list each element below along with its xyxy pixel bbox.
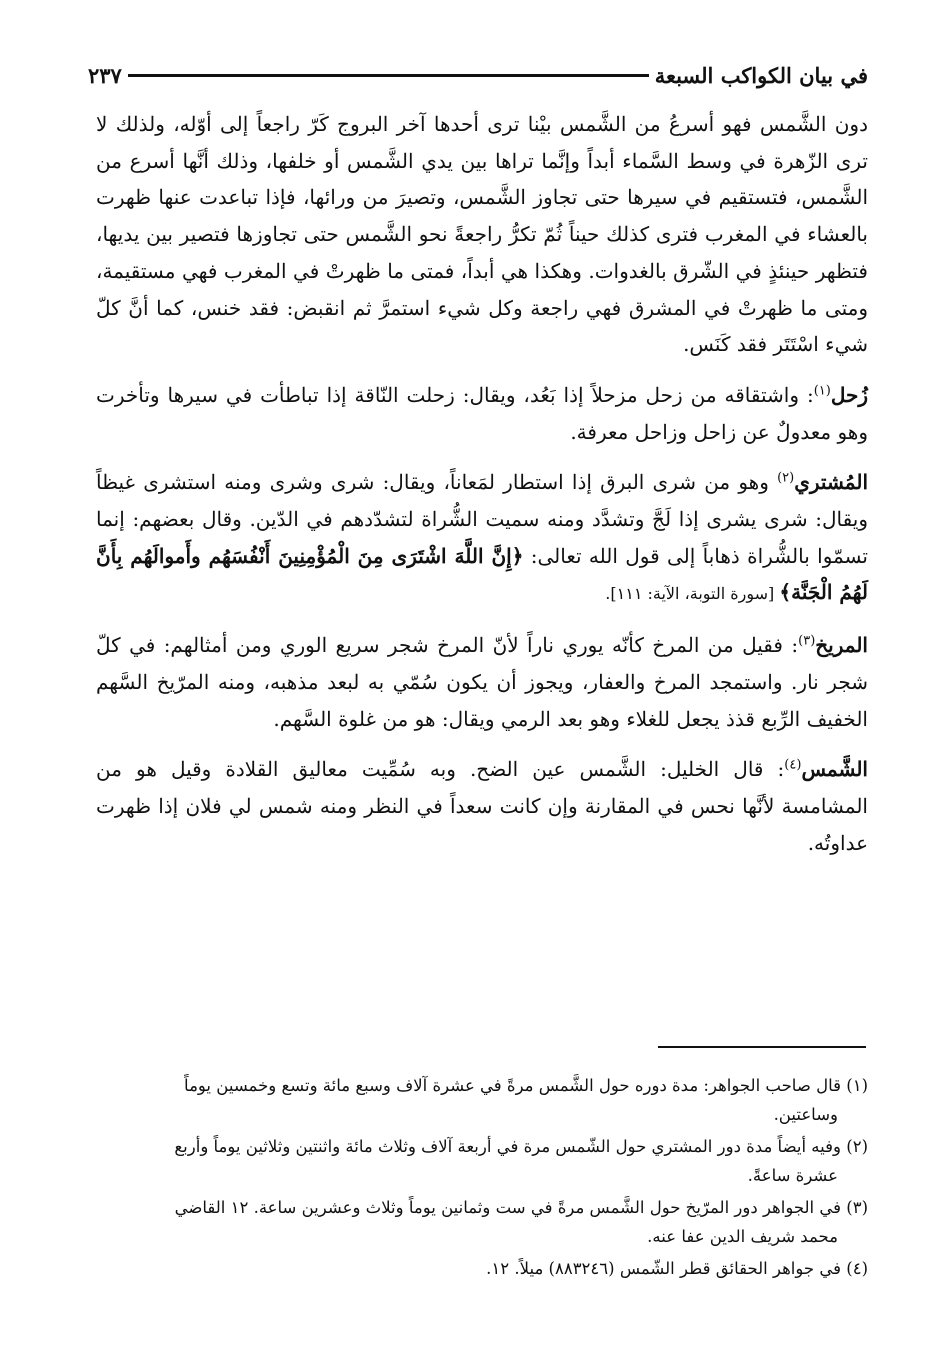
footnote-item — [96, 1194, 868, 1251]
footnote-item — [96, 1255, 868, 1284]
running-header — [88, 58, 868, 92]
footnote-item — [96, 1133, 868, 1190]
entry-term: زُحل — [830, 382, 868, 407]
footnote-number: (٤) — [846, 1259, 868, 1278]
main-text — [96, 106, 868, 875]
footnote-ref: (٤) — [784, 757, 802, 773]
entry-term: المُشتري — [794, 470, 868, 495]
footnote-ref: (٢) — [777, 470, 795, 486]
footnote-text: في الجواهر دور المرّيخ حول الشَّمس مرةً في ست وثمانين يوماً وثلاث وعشرين ساعة. ١٢ القاضي — [174, 1198, 841, 1217]
footnote-separator — [658, 1046, 866, 1048]
footnote-number: (٣) — [846, 1198, 868, 1217]
quran-source: [سورة التوبة، الآية: ١١١]. — [605, 584, 780, 604]
page-number: ٢٣٧ — [88, 62, 122, 88]
header-title: في بيان الكواكب السبعة — [654, 62, 868, 88]
footnote-continuation: محمد شريف الدين عفا عنه. — [647, 1226, 838, 1246]
paragraph-jupiter — [96, 464, 868, 613]
footnotes — [96, 1072, 868, 1288]
paragraph-text: دون الشَّمس فهو أسرعُ من الشَّمس بيْنا ترى أحدها آخر البروج كَرّ راجعاً إلى أوّله، ولذلك لا ترى الزّهرة في وسط السَّماء أبداً وإنَّما تراها بين يدي الشَّمس أو خلفها، وذلك أنَّها أسرع من الشَّمس، فتستقيم في سيرها حتى تجاوز الشَّمس، وتصيرَ من ورائها، فإذا تباعدت عنها ظهرت بالعشاء في المغرب فترى كذلك حيناً ثُمّ تكرُّ راجعةً نحو الشَّمس حتى تجاوزها فتصير بين يديها، فتظهر حينئذٍ في الشّرق بالغدوات. وهكذا هي أبداً، فمتى ما ظهرتْ في المغرب فهي مستقيمة، ومتى ما ظهرتْ في المشرق فهي راجعة وكل شيء استمرَّ ثم انقبض: فقد خنس، كما أنَّ كلّ شيء اسْتَتَر فقد كَنَس. — [96, 112, 868, 357]
paragraph-sun — [96, 751, 868, 861]
footnote-number: (١) — [846, 1076, 868, 1095]
footnote-continuation: وساعتين. — [773, 1104, 838, 1124]
footnote-continuation: عشرة ساعةً. — [747, 1165, 838, 1185]
header-rule — [128, 74, 649, 77]
entry-term: المريخ — [815, 633, 868, 658]
paragraph-text: وهو من شرى البرق إذا استطار لمَعاناً، ويقال: شرى وشرى ومنه استشرى غيظاً ويقال: شرى يشرى إذا لَجَّ وتشدَّد ومنه سميت الشُّراة لتشدّدهم في الدّين. وقال بعضهم: إنما تسمّوا بالشُّراة ذهاباً إلى قول الله تعالى: — [96, 470, 868, 568]
paragraph-intro — [96, 106, 868, 363]
paragraph-text: : واشتقاقه من زحل مزحلاً إذا بَعُد، ويقال: زحلت النّاقة إذا تباطأت في سيرها وتأخرت وهو معدولٌ عن زاحل وزاحل معرفة. — [96, 382, 868, 444]
paragraph-saturn — [96, 377, 868, 450]
quran-quote: ﴿إِنَّ اللَّهَ اشْتَرَى مِنَ الْمُؤْمِنِينَ أَنْفُسَهُم وأَموالَهُم بِأَنَّ لَهُمُ الْجَنَّة﴾ — [96, 543, 868, 605]
paragraph-mars — [96, 627, 868, 737]
paragraph-text: : قال الخليل: الشَّمس عين الضح. وبه سُمِّيت معاليق القلادة وقيل هو من المشامسة لأنَّها نحس في المقارنة وإن كانت سعداً في النظر ومنه شمس لي فلان إذا ظهرت عداوتُه. — [96, 757, 868, 855]
entry-term: الشَّمس — [801, 757, 868, 782]
footnote-ref: (١) — [813, 383, 831, 399]
footnote-text: وفيه أيضاً مدة دور المشتري حول الشّمس مرة في أربعة آلاف وثلاث مائة واثنتين وثلاثين يوماً وأربع — [174, 1137, 841, 1156]
footnote-ref: (٣) — [798, 633, 816, 649]
footnote-text: قال صاحب الجواهر: مدة دوره حول الشَّمس مرةً في عشرة آلاف وسبع مائة وتسع وخمسين يوماً — [184, 1076, 841, 1095]
footnote-item — [96, 1072, 868, 1129]
footnote-number: (٢) — [846, 1137, 868, 1156]
footnote-text: في جواهر الحقائق قطر الشّمس (٨٨٣٢٤٦) ميلاً. ١٢. — [486, 1259, 841, 1278]
paragraph-text: : فقيل من المرخ كأنّه يوري ناراً لأنّ المرخ شجر سريع الوري ومن أمثالهم: في كلّ شجر نار. واستمجد المرخ والعفار، ويجوز أن يكون سُمّي به لبعد مذهبه، ومنه المرّيخ السَّهم الخفيف الرِّبع قذذ يجعل للغلاء وهو بعد الرمي ويقال: هو من غلوة السَّهم. — [96, 633, 868, 731]
